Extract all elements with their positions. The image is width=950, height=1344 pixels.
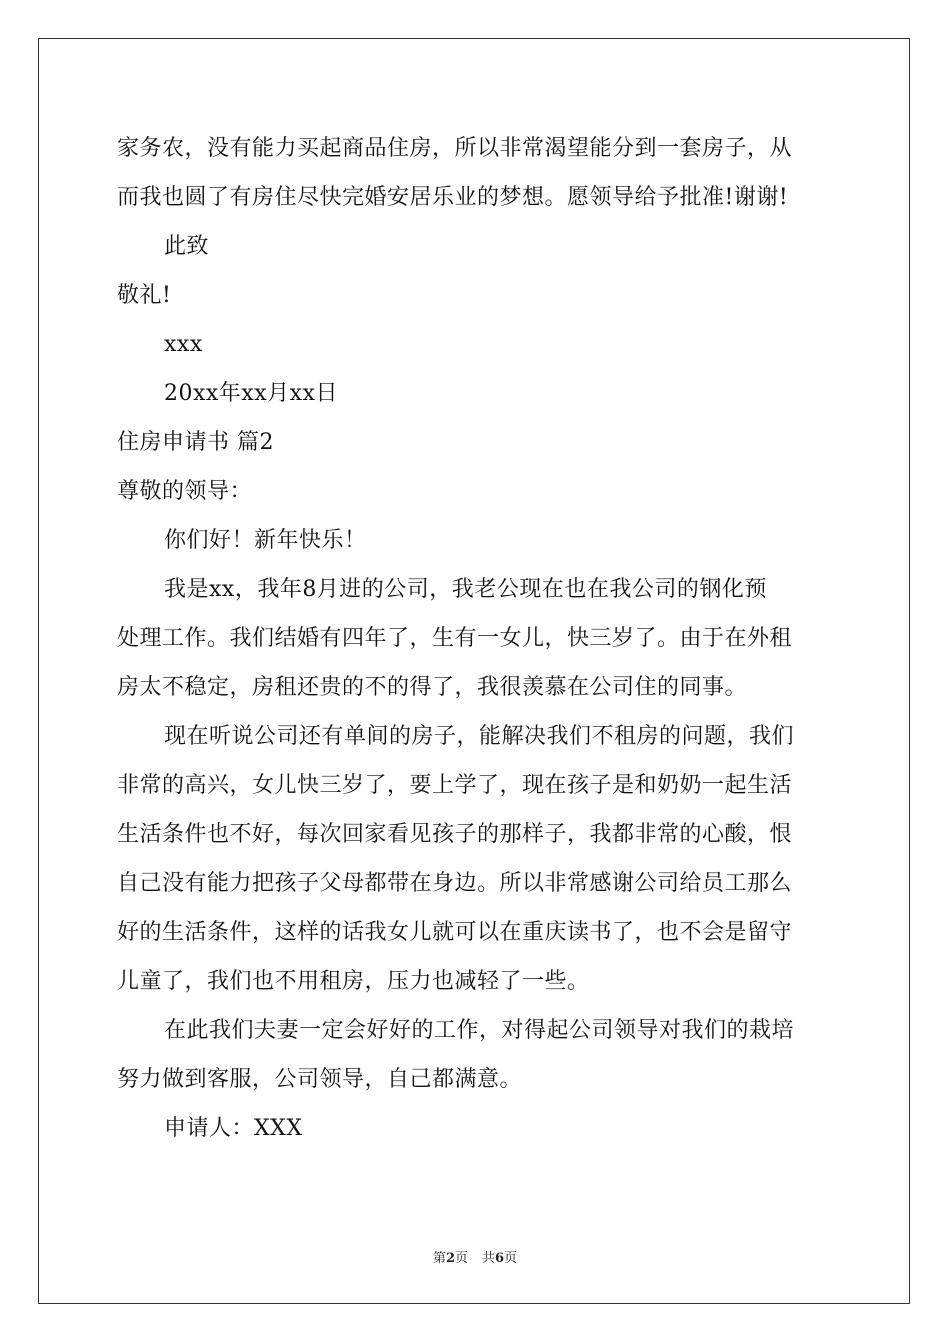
text-line: 努力做到客服，公司领导，自己都满意。 — [117, 1067, 523, 1092]
text-line: 自己没有能力把孩子父母都带在身边。所以非常感谢公司给员工那么 — [117, 871, 793, 896]
page-suffix: 页 — [454, 1251, 468, 1266]
page-number: 2 — [445, 1251, 455, 1266]
total-suffix: 页 — [504, 1251, 518, 1266]
page-prefix: 第 — [432, 1251, 446, 1266]
text-line: 处理工作。我们结婚有四年了，生有一女儿，快三岁了。由于在外租 — [117, 626, 793, 651]
text-line: 而我也圆了有房住尽快完婚安居乐业的梦想。愿领导给予批准!谢谢! — [117, 185, 789, 210]
text-line: 我是xx，我年8月进的公司，我老公现在也在我公司的钢化预 — [164, 577, 767, 602]
salutation-regards: 敬礼! — [117, 283, 172, 308]
section-heading: 住房申请书 篇2 — [117, 430, 274, 455]
page-total: 6 — [495, 1251, 505, 1266]
page-footer — [0, 1247, 950, 1266]
signature-name: xxx — [164, 332, 203, 357]
document-body — [117, 124, 837, 1153]
text-line: 现在听说公司还有单间的房子，能解决我们不租房的问题，我们 — [164, 724, 795, 749]
text-line: 家务农，没有能力买起商品住房，所以非常渴望能分到一套房子，从 — [117, 136, 793, 161]
total-prefix: 共 — [482, 1251, 496, 1266]
text-line: 你们好！新年快乐！ — [164, 528, 367, 553]
signature-date: 20xx年xx月xx日 — [164, 381, 338, 406]
text-line: 非常的高兴，女儿快三岁了，要上学了，现在孩子是和奶奶一起生活 — [117, 773, 793, 798]
applicant-signature: 申请人：XXX — [164, 1116, 303, 1141]
text-line: 好的生活条件，这样的话我女儿就可以在重庆读书了，也不会是留守 — [117, 920, 793, 945]
text-line: 在此我们夫妻一定会好好的工作，对得起公司领导对我们的栽培 — [164, 1018, 795, 1043]
text-line: 儿童了，我们也不用租房，压力也减轻了一些。 — [117, 969, 590, 994]
text-line: 房太不稳定，房租还贵的不的得了，我很羡慕在公司住的同事。 — [117, 675, 748, 700]
text-line: 生活条件也不好，每次回家看见孩子的那样子，我都非常的心酸，恨 — [117, 822, 793, 847]
letter-greeting: 尊敬的领导： — [117, 479, 253, 504]
salutation-closing: 此致 — [164, 234, 210, 259]
